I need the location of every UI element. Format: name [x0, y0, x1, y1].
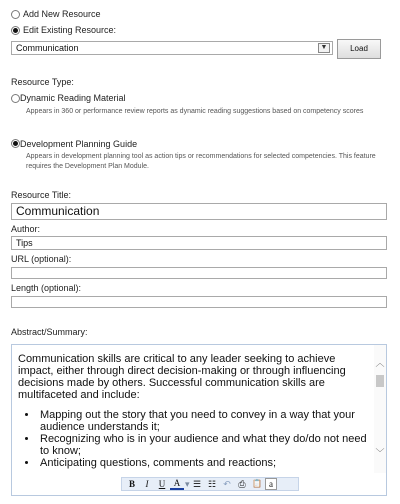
resource-title-value: Communication: [16, 204, 100, 218]
numbered-list-icon[interactable]: ☷: [207, 479, 217, 489]
editor-bullet-item: • Recognizing who is in your audience and what they do/do not need to know;: [38, 433, 368, 457]
scroll-down-icon[interactable]: ﹀: [375, 448, 385, 458]
editor-content-area[interactable]: [12, 345, 374, 473]
chevron-down-icon[interactable]: ▼: [318, 43, 330, 53]
load-button[interactable]: Load: [337, 39, 381, 59]
edit-existing-resource-radio[interactable]: [11, 26, 20, 35]
italic-icon[interactable]: I: [145, 479, 149, 489]
development-planning-guide-label: Development Planning Guide: [20, 139, 138, 149]
special-character-icon[interactable]: a: [265, 478, 277, 490]
add-new-resource-label: Add New Resource: [23, 9, 101, 19]
paste-icon[interactable]: 📋: [252, 479, 262, 488]
resource-title-input[interactable]: [11, 203, 387, 220]
author-label: Author:: [11, 224, 41, 234]
length-input[interactable]: [11, 296, 387, 308]
development-planning-guide-radio[interactable]: [11, 139, 20, 148]
editor-scrollbar[interactable]: [374, 345, 386, 473]
existing-resource-value: Communication: [16, 43, 79, 53]
author-input[interactable]: [11, 236, 387, 250]
abstract-summary-label: Abstract/Summary:: [11, 327, 88, 337]
dynamic-reading-material-radio[interactable]: [11, 94, 20, 103]
abstract-editor[interactable]: [11, 344, 387, 496]
url-input[interactable]: [11, 267, 387, 279]
font-color-dropdown-icon[interactable]: ▾: [185, 479, 190, 489]
dynamic-reading-material-label: Dynamic Reading Material: [20, 93, 126, 103]
scroll-up-icon[interactable]: ︿: [375, 358, 385, 368]
editor-toolbar: [121, 477, 299, 491]
development-planning-guide-description: Appears in development planning tool as action tips or recommendations for selected competencies. This feature requires the Development Plan Module.: [26, 153, 376, 170]
dynamic-reading-material-description: Appears in 360 or performance review reports as dynamic reading suggestions based on competency scores: [26, 108, 364, 115]
bold-icon[interactable]: B: [128, 479, 135, 489]
edit-existing-resource-label: Edit Existing Resource:: [23, 25, 117, 35]
editor-bullet-item: • Anticipating questions, comments and reactions;: [38, 457, 368, 469]
editor-bullet-item: • Mapping out the story that you need to convey in a way that your audience understands it;: [38, 409, 368, 433]
bulleted-list-icon[interactable]: ☰: [192, 479, 202, 489]
author-value: Tips: [16, 238, 33, 248]
print-icon[interactable]: ⎙: [238, 479, 246, 489]
existing-resource-select[interactable]: [11, 41, 333, 55]
length-label: Length (optional):: [11, 283, 82, 293]
editor-paragraph: Communication skills are critical to any leader seeking to achieve impact, either through direct decision-making or through influencing decisions made by others. Successful communication skills are multifaceted and include:: [18, 353, 346, 401]
resource-title-label: Resource Title:: [11, 190, 72, 200]
scrollbar-thumb[interactable]: [376, 375, 384, 387]
undo-icon[interactable]: ↶: [223, 479, 231, 489]
underline-icon[interactable]: U: [158, 479, 166, 489]
add-new-resource-radio[interactable]: [11, 10, 20, 19]
editor-bullet-list: [18, 409, 368, 469]
url-label: URL (optional):: [11, 254, 72, 264]
font-color-icon[interactable]: A: [170, 478, 184, 490]
resource-type-label: Resource Type:: [11, 77, 74, 87]
